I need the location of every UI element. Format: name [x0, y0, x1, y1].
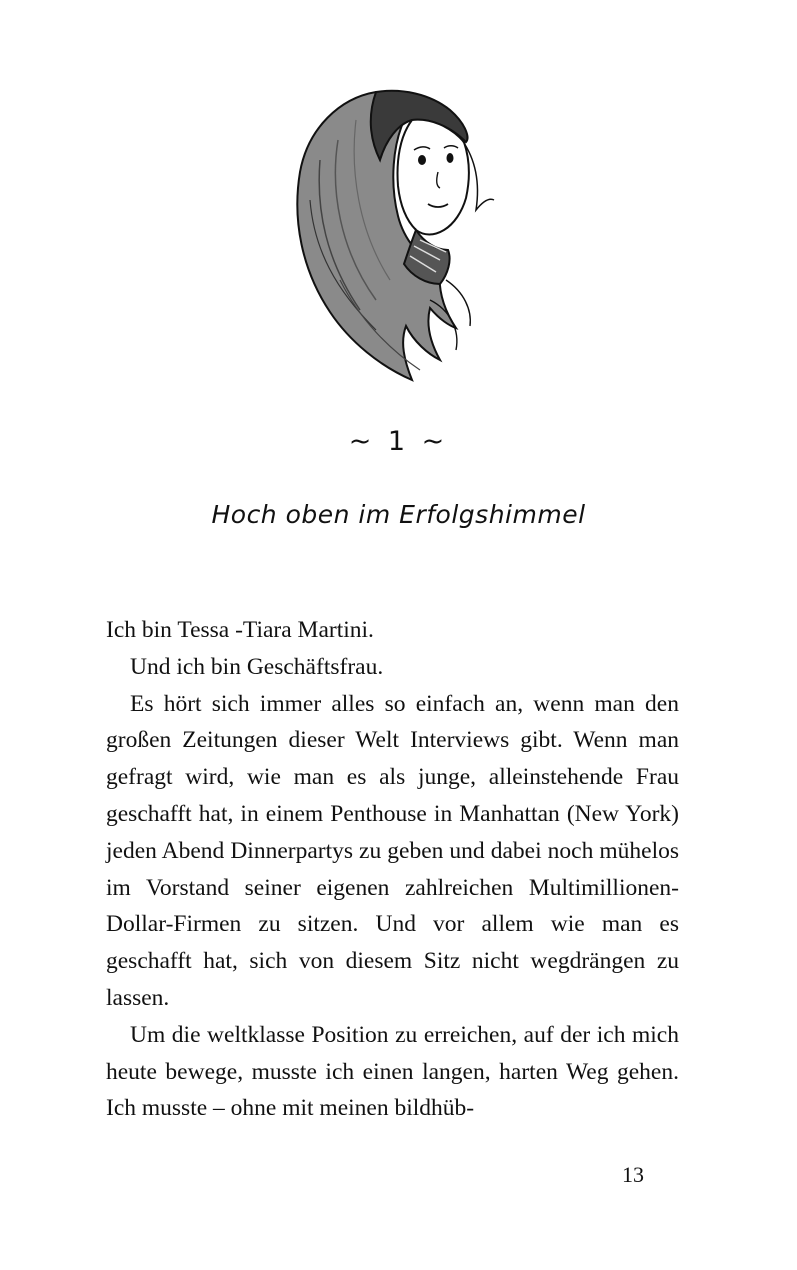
girl-portrait-illustration [280, 80, 500, 390]
paragraph: Ich bin Tessa -Tiara Martini. [106, 617, 374, 643]
right-eye [447, 153, 454, 163]
left-eye [418, 155, 426, 165]
chapter-title: Hoch oben im Erfolgshimmel [211, 500, 586, 529]
chapter-body [106, 612, 679, 1127]
paragraph: Und ich bin Geschäftsfrau. [130, 653, 384, 680]
chapter-number: ~ 1 ~ [348, 426, 449, 457]
paragraph: Um die weltklasse Position zu erreichen, auf der ich mich heute bewege, musste ich einen langen, harten Weg gehen. Ich musste – ohne mit meinen bildhüb- [106, 1021, 679, 1122]
page-number: 13 [622, 1162, 644, 1187]
face [398, 120, 469, 235]
paragraph: Es hört sich immer alles so einfach an, wenn man den großen Zeitungen dieser Welt Interviews gibt. Wenn man gefragt wird, wie man es als junge, alleinstehende Frau geschafft hat, in einem Penthouse in Manhattan (New York) jeden Abend Dinnerpartys zu geben und dabei noch mühelos im Vorstand seiner eigenen zahlreichen Multimillionen-Dollar-Firmen zu sitzen. Und vor allem wie man es geschafft hat, sich von diesem Sitz nicht wegdrängen zu lassen. [106, 690, 679, 1011]
